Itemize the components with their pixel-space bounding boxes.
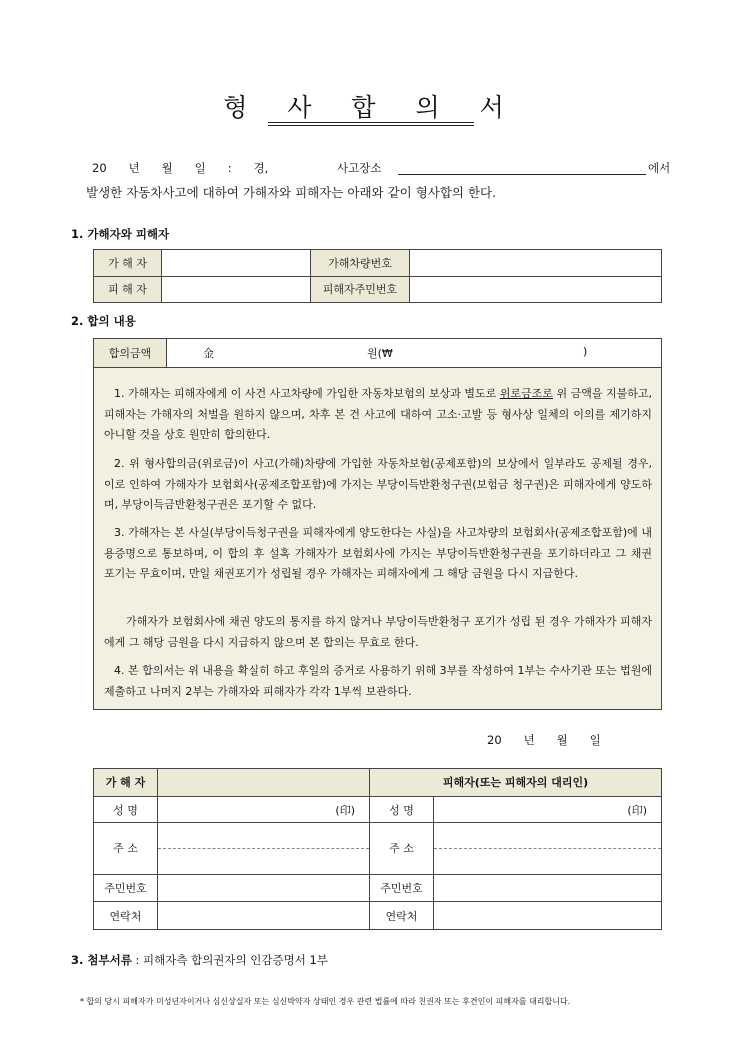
document-title: 형 사 합 의 서 [223, 93, 520, 122]
section3-colon: : [131, 953, 143, 967]
sign-perpetrator-contact-label: 연락처 [94, 902, 158, 930]
sign-victim-name-label: 성 명 [370, 796, 434, 823]
section2-heading: 2. 합의 내용 [71, 314, 136, 328]
sign-perpetrator-header-blank [158, 769, 370, 797]
sign-perpetrator-contact-field[interactable] [158, 902, 370, 930]
clause-2: 2. 위 형사합의금(위로금)이 사고(가해)차량에 가입한 자동차보험(공제포함)의 보상에서 일부라도 공제될 경우, 이로 인하여 가해자가 보험회사(공제조합포함)에 가지는 부당이득반환청구권(보험금 청구권)은 피해자에게 양도하며, 부당이득금반환청구권은 포기할 수 없다. [104, 457, 652, 511]
amount-label: 합의금액 [94, 339, 167, 368]
victim-field[interactable] [162, 276, 311, 303]
amount-won: 원(₩ [367, 347, 393, 360]
sign-victim-address-label: 주 소 [370, 823, 434, 874]
sign-victim-id-field[interactable] [434, 874, 662, 902]
sign-perpetrator-header: 가 해 자 [94, 769, 158, 797]
perpetrator-label: 가 해 자 [94, 250, 162, 277]
sign-victim-address-line2[interactable] [434, 848, 662, 874]
sign-perpetrator-name-field[interactable] [158, 796, 370, 823]
amount-close: ) [583, 345, 588, 358]
sign-perpetrator-address-line1[interactable] [158, 823, 370, 849]
sign-victim-contact-label: 연락처 [370, 902, 434, 930]
sign-perpetrator-address-label: 주 소 [94, 823, 158, 874]
place-blank-line[interactable] [398, 174, 646, 175]
sign-victim-header: 피해자(또는 피해자의 대리인) [370, 769, 662, 797]
intro-suffix: 에서 [648, 161, 671, 175]
sign-victim-address-line1[interactable] [434, 823, 662, 849]
sign-perpetrator-name-label: 성 명 [94, 796, 158, 823]
perpetrator-field[interactable] [162, 250, 311, 277]
amount-prefix: 金 [203, 347, 214, 360]
vehicle-number-label: 가해차량번호 [311, 250, 410, 277]
clause-1 [94, 384, 662, 446]
intro-sentence: 발생한 자동차사고에 대하여 가해자와 피해자는 아래와 같이 형사합의 한다. [86, 185, 497, 200]
clause-4: 4. 본 합의서는 위 내용을 확실히 하고 후일의 증거로 사용하기 위해 3부를 작성하여 1부는 수사기관 또는 법원에 제출하고 나머지 2부는 가해자와 피해자가 각각 1부씩 보관하다. [104, 664, 652, 698]
section1-heading: 1. 가해자와 피해자 [71, 227, 170, 241]
section3-text: 피해자측 합의권자의 인감증명서 1부 [143, 953, 328, 967]
clause-1-underline: 위로금조로 [499, 387, 553, 400]
sign-perpetrator-id-field[interactable] [158, 874, 370, 902]
clause-1-text-cont: 위 금액을 지불하고, 피해자는 가해자의 처벌을 원하지 않으며, 차후 본 건 사고에 대하여 고소·고발 등 형사상 일체의 이의를 제기하지 아니할 것을 상호 원만히 합의한다. [104, 387, 652, 441]
sign-perpetrator-address-line2[interactable] [158, 848, 370, 874]
sign-victim-name-field[interactable] [434, 796, 662, 823]
victim-id-label: 피해자주민번호 [311, 276, 410, 303]
victim-seal: (印) [627, 803, 647, 817]
perpetrator-seal: (印) [335, 803, 355, 817]
victim-label: 피 해 자 [94, 276, 162, 303]
amount-table [93, 338, 662, 368]
title-underline-second [268, 125, 474, 126]
intro-date: 20 년 월 일 : 경, [92, 161, 269, 175]
section3 [71, 952, 328, 968]
clause-1-text: 1. 가해자는 피해자에게 이 사건 사고차량에 가입한 자동차보험의 보상과 별도로 [114, 387, 500, 400]
victim-id-field[interactable] [410, 276, 662, 303]
parties-table [93, 249, 662, 303]
sign-perpetrator-id-label: 주민번호 [94, 874, 158, 902]
sign-victim-contact-field[interactable] [434, 902, 662, 930]
title-underline [268, 122, 474, 123]
sign-victim-id-label: 주민번호 [370, 874, 434, 902]
intro-place-label: 사고장소 [337, 161, 382, 175]
sign-date: 20 년 월 일 [487, 733, 601, 747]
section3-heading: 3. 첨부서류 [71, 953, 132, 967]
signature-table [93, 768, 662, 930]
clause-3: 3. 가해자는 본 사실(부당이득청구권을 피해자에게 양도한다는 사실)을 사고차량의 보험회사(공제조합포함)에 내용증명으로 통보하며, 이 합의 후 설혹 가해자가 보험회사에 가지는 부당이득반환청구권을 포기하더라고 그 채권 포기는 무효이며, 만일 채권포기가 성립될 경우 가해자는 피해자에게 그 해당 금원을 다시 지급한다. [104, 526, 652, 580]
footnote: * 합의 당시 피해자가 미성년자이거나 심신상실자 또는 심신박약자 상태인 경우 관련 법률에 따라 친권자 또는 후견인이 피해자를 대리합니다. [80, 997, 571, 1006]
vehicle-number-field[interactable] [410, 250, 662, 277]
amount-field[interactable] [167, 339, 662, 368]
clause-3-supplement: 가해자가 보험회사에 채권 양도의 통지를 하지 않거나 부당이득반환청구 포기가 성립 된 경우 가해자가 피해자에게 그 해당 금원을 다시 지급하지 않으며 본 합의는 무효로 한다. [104, 615, 652, 649]
